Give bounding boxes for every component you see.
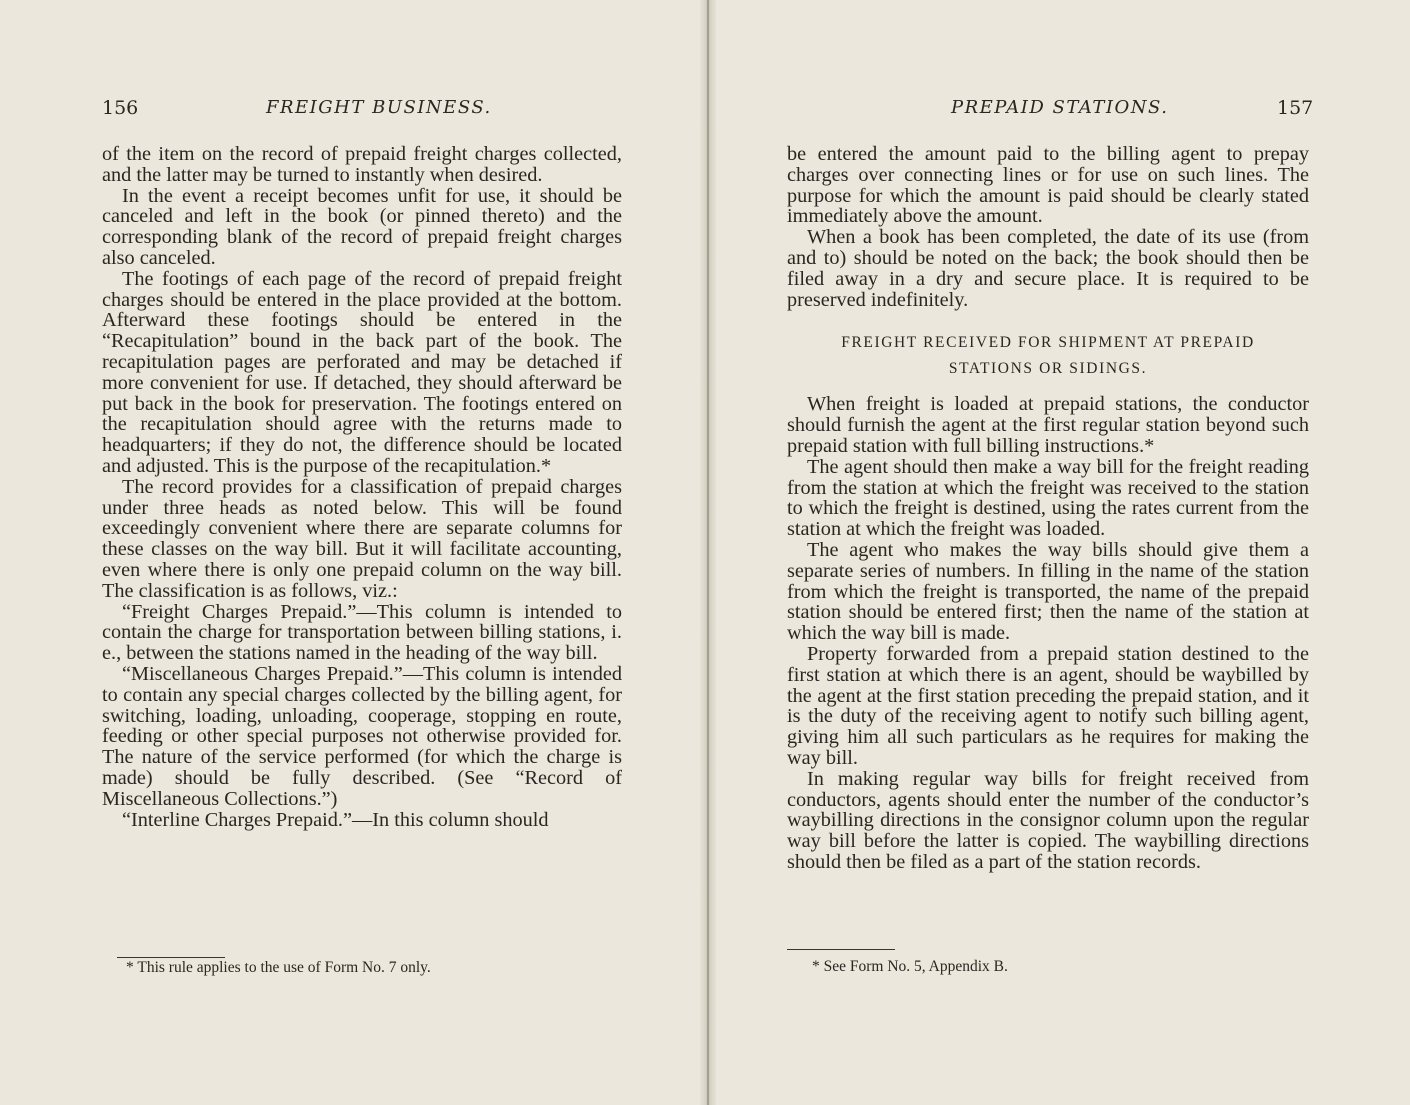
paragraph: “Freight Charges Prepaid.”—This column is intended to contain the charge for transportation between billing stations, i. e., between the stations named in the heading of the way bill. bbox=[102, 600, 622, 665]
paragraph: When freight is loaded at prepaid stations, the conductor should furnish the agent at the first regular station beyond such prepaid station with full billing instructions.* bbox=[787, 393, 1309, 457]
paragraph: “Miscellaneous Charges Prepaid.”—This column is intended to contain any special charges collected by the billing agent, for switching, loading, unloading, cooperage, stopping en route, feeding or other special purposes not otherwise provided for. The nature of the service performed (for which the charge is made) should be fully described. (See “Record of Miscellaneous Collections.”) bbox=[102, 662, 622, 810]
right-page-number: 157 bbox=[1277, 97, 1314, 119]
paragraph: The record provides for a classification of prepaid charges under three heads as noted below. This will be found exceedingly convenient where there are separate columns for these classes on the way bill. But it will facilitate accounting, even where there is only one prepaid column on the way bill. The classification is as follows, viz.: bbox=[102, 475, 622, 602]
section-heading-line: STATIONS OR SIDINGS. bbox=[948, 360, 1148, 378]
left-page-number: 156 bbox=[102, 97, 139, 119]
paragraph: The footings of each page of the record of prepaid freight charges should be entered in the place provided at the bottom. Afterward these footings should be entered in the “Recapitulation” bound in the back part of the book. The recapitulation pages are perforated and may be detached if more convenient for use. If detached, they should afterward be put back in the book for preservation. The footings entered on the recapitulation should agree with the returns made to headquarters; if they do not, the difference should be located and adjusted. This is the purpose of the recapitulation.* bbox=[102, 267, 622, 477]
right-body-text bbox=[787, 144, 1309, 873]
left-body-text bbox=[102, 144, 622, 830]
paragraph: The agent who makes the way bills should give them a separate series of numbers. In filling in the name of the station from which the freight is transported, the name of the prepaid station should be entered first; then the name of the station at which the way bill is made. bbox=[787, 538, 1309, 645]
right-running-title: PREPAID STATIONS. bbox=[951, 97, 1169, 118]
section-heading bbox=[787, 330, 1309, 382]
book-gutter bbox=[700, 0, 716, 1105]
paragraph: “Interline Charges Prepaid.”—In this column should bbox=[122, 808, 549, 831]
paragraph: The agent should then make a way bill for the freight reading from the station at which the freight was received to the station to which the freight is destined, using the rates current from the station at which the freight was loaded. bbox=[787, 455, 1309, 541]
left-footnote: * This rule applies to the use of Form No. 7 only. bbox=[126, 959, 431, 976]
section-heading-line: FREIGHT RECEIVED FOR SHIPMENT AT PREPAID bbox=[841, 334, 1255, 352]
right-page bbox=[705, 0, 1410, 1105]
footnote-rule bbox=[787, 949, 895, 950]
left-running-title: FREIGHT BUSINESS. bbox=[266, 97, 492, 118]
paragraph: of the item on the record of prepaid freight charges collected, and the latter may be turned to instantly when desired. bbox=[102, 143, 622, 186]
paragraph: In making regular way bills for freight received from conductors, agents should enter the number of the conductor’s waybilling directions in the consignor column upon the regular way bill before the latter is copied. The waybilling directions should then be filed as a part of the station records. bbox=[787, 767, 1309, 873]
paragraph: When a book has been completed, the date of its use (from and to) should be noted on the back; the book should then be filed away in a dry and secure place. It is required to be preserved indefinitely. bbox=[787, 226, 1309, 311]
paragraph: In the event a receipt becomes unfit for use, it should be canceled and left in the book (or pinned thereto) and the corresponding blank of the record of prepaid freight charges also canceled. bbox=[102, 184, 622, 269]
paragraph: be entered the amount paid to the billing agent to prepay charges over connecting lines or for use on such lines. The purpose for which the amount is paid should be clearly stated immediately above the amount. bbox=[787, 143, 1309, 228]
right-footnote: * See Form No. 5, Appendix B. bbox=[812, 958, 1008, 975]
paragraph: Property forwarded from a prepaid station destined to the first station at which there is an agent, should be waybilled by the agent at the first station preceding the prepaid station, and it is the duty of the receiving agent to notify such billing agent, giving him all such particulars as he requires for making the way bill. bbox=[787, 642, 1309, 769]
